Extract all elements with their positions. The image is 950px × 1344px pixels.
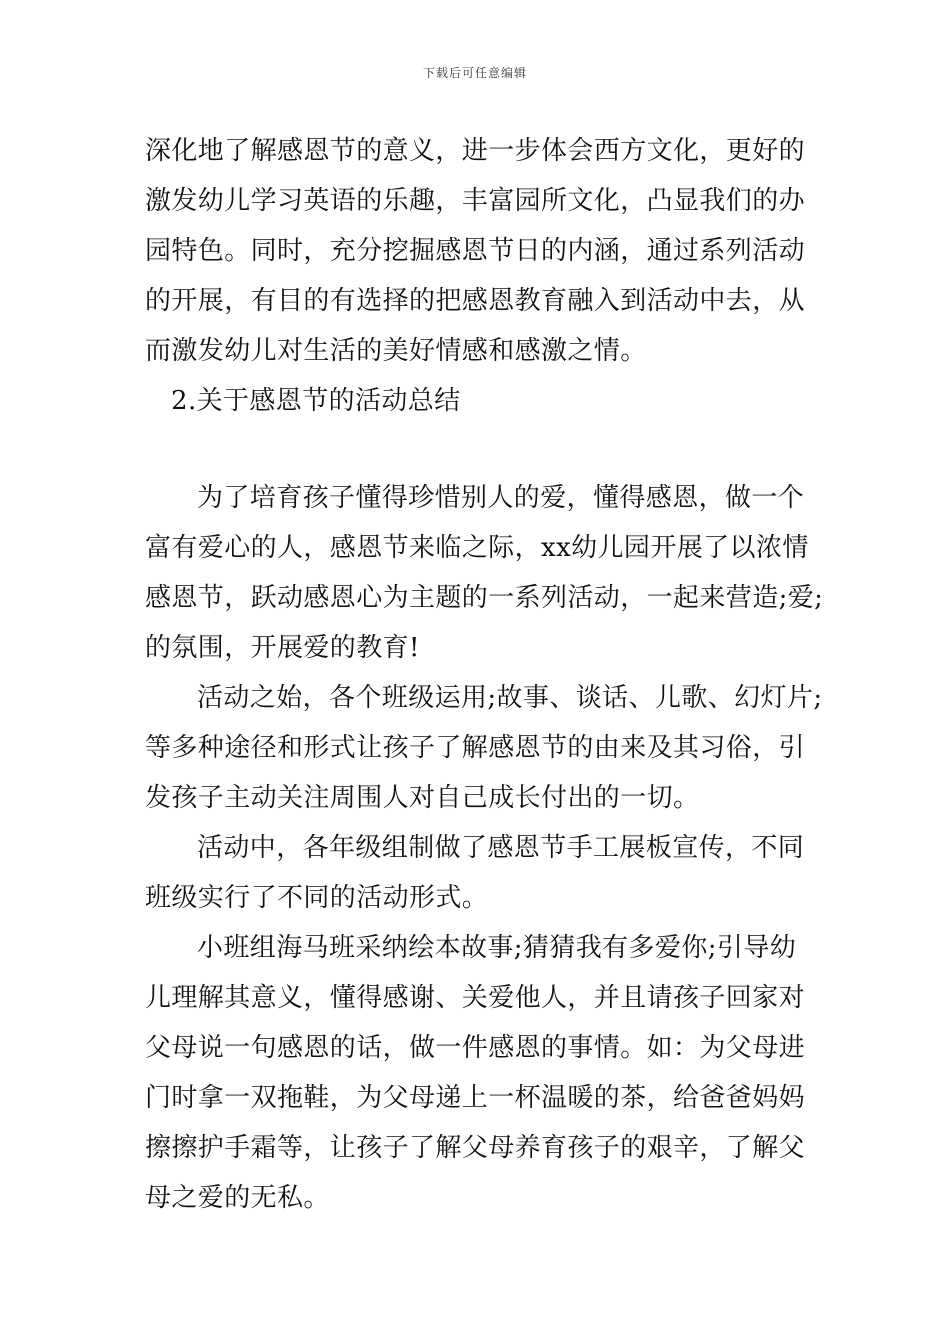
section-heading: 2.关于感恩节的活动总结 — [171, 386, 461, 416]
page-header: 下载后可任意编辑 — [422, 66, 527, 80]
paragraph-intro-continued — [145, 126, 825, 376]
text-line: 园特色。同时，充分挖掘感恩节日的内涵，通过系列活动 — [145, 236, 806, 266]
text-line: 的开展，有目的有选择的把感恩教育融入到活动中去，从 — [145, 286, 806, 316]
text-line: 感恩节，跃动感恩心为主题的一系列活动，一起来营造;爱; — [145, 583, 824, 613]
section-spacer — [145, 426, 825, 473]
text-line: 的氛围，开展爱的教育! — [145, 633, 420, 663]
text-line: 母之爱的无私。 — [145, 1183, 330, 1213]
text-line: 激发幼儿学习英语的乐趣，丰富园所文化，凸显我们的办 — [145, 186, 806, 216]
text-line: 为了培育孩子懂得珍惜别人的爱，懂得感恩，做一个 — [197, 483, 805, 513]
text-line: 门时拿一双拖鞋，为父母递上一杯温暖的茶，给爸爸妈妈 — [145, 1083, 806, 1113]
text-line: 擦擦护手霜等，让孩子了解父母养育孩子的艰辛，了解父 — [145, 1133, 806, 1163]
paragraph-activity-start — [145, 673, 825, 823]
document-body — [145, 126, 825, 1223]
text-line: 儿理解其意义，懂得感谢、关爱他人，并且请孩子回家对 — [145, 983, 806, 1013]
text-line: 活动之始，各个班级运用;故事、谈话、儿歌、幻灯片; — [197, 683, 823, 713]
paragraph-purpose — [145, 473, 825, 673]
text-line: 小班组海马班采纳绘本故事;猜猜我有多爱你;引导幼 — [197, 933, 797, 963]
text-line: 班级实行了不同的活动形式。 — [145, 883, 489, 913]
paragraph-small-class — [145, 923, 825, 1223]
text-line: 富有爱心的人，感恩节来临之际，xx幼儿园开展了以浓情 — [145, 533, 809, 563]
text-line: 等多种途径和形式让孩子了解感恩节的由来及其习俗，引 — [145, 733, 806, 763]
text-line: 深化地了解感恩节的意义，进一步体会西方文化，更好的 — [145, 136, 806, 166]
paragraph-activity-middle — [145, 823, 825, 923]
text-line: 活动中，各年级组制做了感恩节手工展板宣传，不同 — [197, 833, 805, 863]
text-line: 而激发幼儿对生活的美好情感和感激之情。 — [145, 336, 647, 366]
text-line: 发孩子主动关注周围人对自己成长付出的一切。 — [145, 783, 700, 813]
text-line: 父母说一句感恩的话，做一件感恩的事情。如：为父母进 — [145, 1033, 806, 1063]
